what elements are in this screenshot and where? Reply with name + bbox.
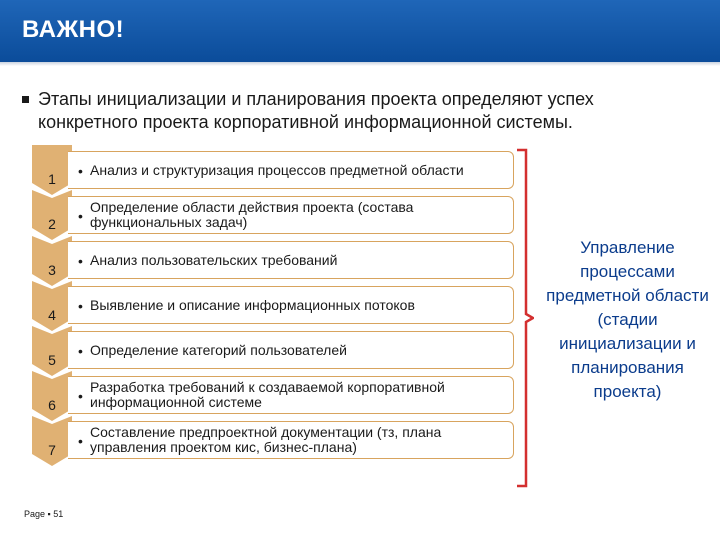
chevron-icon — [32, 416, 72, 466]
step-box — [68, 376, 514, 414]
step-box — [68, 421, 514, 459]
bullet-icon: • — [78, 433, 83, 449]
step-chevron — [32, 416, 72, 466]
bullet-icon: • — [78, 208, 83, 224]
step-chevron — [32, 190, 72, 240]
step-chevron — [32, 326, 72, 376]
step-box — [68, 286, 514, 324]
chevron-icon — [32, 281, 72, 331]
step-text: Выявление и описание информационных потоков — [90, 296, 415, 313]
step-chevron — [32, 236, 72, 286]
step-box — [68, 196, 514, 234]
square-bullet-icon — [22, 96, 29, 103]
step-text: Анализ пользовательских требований — [90, 251, 338, 268]
bullet-icon: • — [78, 343, 83, 359]
title-bar — [0, 0, 720, 62]
bullet-icon: • — [78, 298, 83, 314]
step-text: Определение области действия проекта (состава функциональных задач) — [90, 199, 414, 230]
step-number: 1 — [48, 171, 56, 187]
step-number: 2 — [48, 216, 56, 232]
chevron-icon — [32, 190, 72, 240]
bullet-icon: • — [78, 388, 83, 404]
step-box — [68, 241, 514, 279]
slide-title: ВАЖНО! — [22, 16, 125, 43]
step-chevron — [32, 281, 72, 331]
intro-text: Этапы инициализации и планирования проекта определяют успех конкретного проекта корпоративной информационной системы. — [38, 89, 594, 132]
chevron-icon — [32, 236, 72, 286]
bracket-icon — [514, 148, 534, 488]
step-number: 3 — [48, 262, 56, 278]
summary-text: Управление процессами предметной области (стадии инициализации и планирования проекта) — [546, 238, 709, 401]
step-text: Разработка требований к создаваемой корпоративной информационной системе — [90, 379, 445, 410]
bullet-icon: • — [78, 163, 83, 179]
step-number: 7 — [48, 442, 56, 458]
step-box — [68, 331, 514, 369]
step-number: 6 — [48, 397, 56, 413]
chevron-icon — [32, 326, 72, 376]
step-box — [68, 151, 514, 189]
page-number: Page ▪ 51 — [24, 509, 64, 519]
step-number: 4 — [48, 307, 56, 323]
step-number: 5 — [48, 352, 56, 368]
step-text: Анализ и структуризация процессов предметной области — [90, 161, 464, 178]
step-chevron — [32, 371, 72, 421]
bullet-icon: • — [78, 253, 83, 269]
chevron-icon — [32, 371, 72, 421]
chevron-icon — [32, 145, 72, 195]
step-text: Определение категорий пользователей — [90, 341, 347, 358]
intro-paragraph — [22, 88, 682, 134]
step-chevron — [32, 145, 72, 195]
step-text: Составление предпроектной документации (тз, плана управления проектом кис, бизнес-плана) — [90, 424, 442, 455]
title-divider — [0, 62, 720, 66]
